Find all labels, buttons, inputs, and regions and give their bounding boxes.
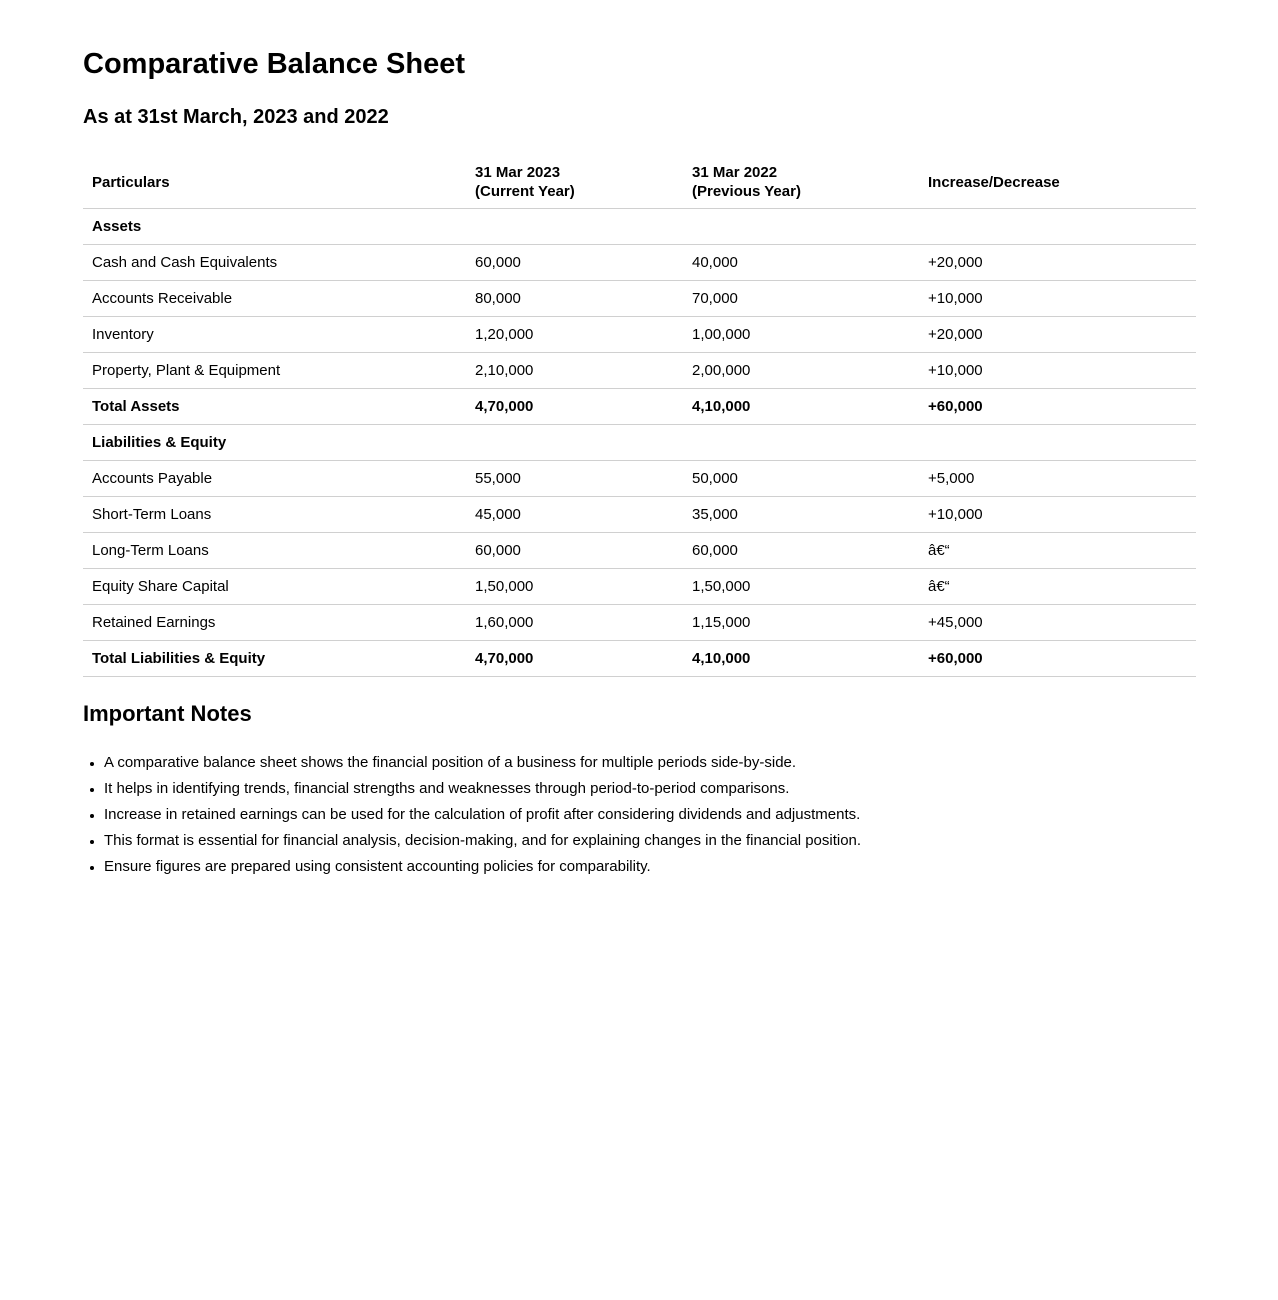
current-year-column-header [466,157,683,209]
table-row [83,281,1196,317]
previous-year-cell: 35,000 [683,497,919,533]
change-cell [919,425,1196,461]
particulars-column-header [83,157,466,209]
change-cell: +45,000 [919,605,1196,641]
current-year-cell: 2,10,000 [466,353,683,389]
change-cell: +20,000 [919,245,1196,281]
section-row [83,209,1196,245]
change-cell: â€“ [919,533,1196,569]
current-year-cell: 45,000 [466,497,683,533]
change-cell: â€“ [919,569,1196,605]
particulars-cell: Cash and Cash Equivalents [83,245,466,281]
change-cell: +10,000 [919,281,1196,317]
current-year-cell [466,209,683,245]
particulars-cell: Property, Plant & Equipment [83,353,466,389]
particulars-cell: Total Liabilities & Equity [83,641,466,677]
current-year-cell: 80,000 [466,281,683,317]
previous-year-column-header [683,157,919,209]
current-year-cell [466,425,683,461]
note-item: • It helps in identifying trends, financial strengths and weaknesses through period-to-period comparisons. [104,776,1196,802]
balance-sheet-table [83,157,1196,677]
change-cell [919,209,1196,245]
particulars-cell: Inventory [83,317,466,353]
table-row [83,245,1196,281]
particulars-cell: Accounts Payable [83,461,466,497]
current-year-cell: 1,50,000 [466,569,683,605]
current-year-cell: 60,000 [466,533,683,569]
particulars-cell: Long-Term Loans [83,533,466,569]
particulars-cell: Liabilities & Equity [83,425,466,461]
previous-year-cell: 1,50,000 [683,569,919,605]
change-cell: +60,000 [919,641,1196,677]
column-header-line-1: 31 Mar 2023 [475,164,561,182]
change-cell: +10,000 [919,497,1196,533]
table-row [83,533,1196,569]
particulars-cell: Assets [83,209,466,245]
previous-year-cell: 40,000 [683,245,919,281]
previous-year-cell: 2,00,000 [683,353,919,389]
column-header-line-1: Particulars [92,173,170,191]
change-cell: +5,000 [919,461,1196,497]
previous-year-cell: 60,000 [683,533,919,569]
total-row [83,641,1196,677]
table-header [83,157,1196,209]
table-row [83,461,1196,497]
table-row [83,605,1196,641]
current-year-cell: 1,20,000 [466,317,683,353]
particulars-cell: Accounts Receivable [83,281,466,317]
note-item: • This format is essential for financial analysis, decision-making, and for explaining changes in the financial position. [104,828,1196,854]
previous-year-cell: 1,15,000 [683,605,919,641]
total-row [83,389,1196,425]
current-year-cell: 1,60,000 [466,605,683,641]
page-subtitle: As at 31st March, 2023 and 2022 [83,106,389,129]
previous-year-cell: 4,10,000 [683,389,919,425]
column-header-line-1: Increase/Decrease [928,173,1060,191]
note-item: • Increase in retained earnings can be used for the calculation of profit after considering dividends and adjustments. [104,802,1196,828]
table-row [83,569,1196,605]
previous-year-cell: 50,000 [683,461,919,497]
change-cell: +60,000 [919,389,1196,425]
note-item: • A comparative balance sheet shows the financial position of a business for multiple periods side-by-side. [104,750,1196,776]
table-header-row [83,157,1196,209]
current-year-cell: 55,000 [466,461,683,497]
column-header-line-2: (Current Year) [475,183,575,201]
note-item: • Ensure figures are prepared using consistent accounting policies for comparability. [104,854,1196,880]
particulars-cell: Equity Share Capital [83,569,466,605]
change-cell: +10,000 [919,353,1196,389]
particulars-cell: Retained Earnings [83,605,466,641]
table-row [83,353,1196,389]
table-row [83,497,1196,533]
previous-year-cell: 70,000 [683,281,919,317]
current-year-cell: 60,000 [466,245,683,281]
table-row [83,317,1196,353]
change-cell: +20,000 [919,317,1196,353]
page-title: Comparative Balance Sheet [83,48,465,80]
notes-heading: Important Notes [83,701,252,727]
previous-year-cell [683,209,919,245]
previous-year-cell: 4,10,000 [683,641,919,677]
column-header-line-2: (Previous Year) [692,183,801,201]
notes-list [83,750,1196,880]
table-body [83,209,1196,677]
previous-year-cell: 1,00,000 [683,317,919,353]
change-column-header [919,157,1196,209]
column-header-line-1: 31 Mar 2022 [692,164,778,182]
section-row [83,425,1196,461]
current-year-cell: 4,70,000 [466,641,683,677]
current-year-cell: 4,70,000 [466,389,683,425]
previous-year-cell [683,425,919,461]
particulars-cell: Short-Term Loans [83,497,466,533]
particulars-cell: Total Assets [83,389,466,425]
